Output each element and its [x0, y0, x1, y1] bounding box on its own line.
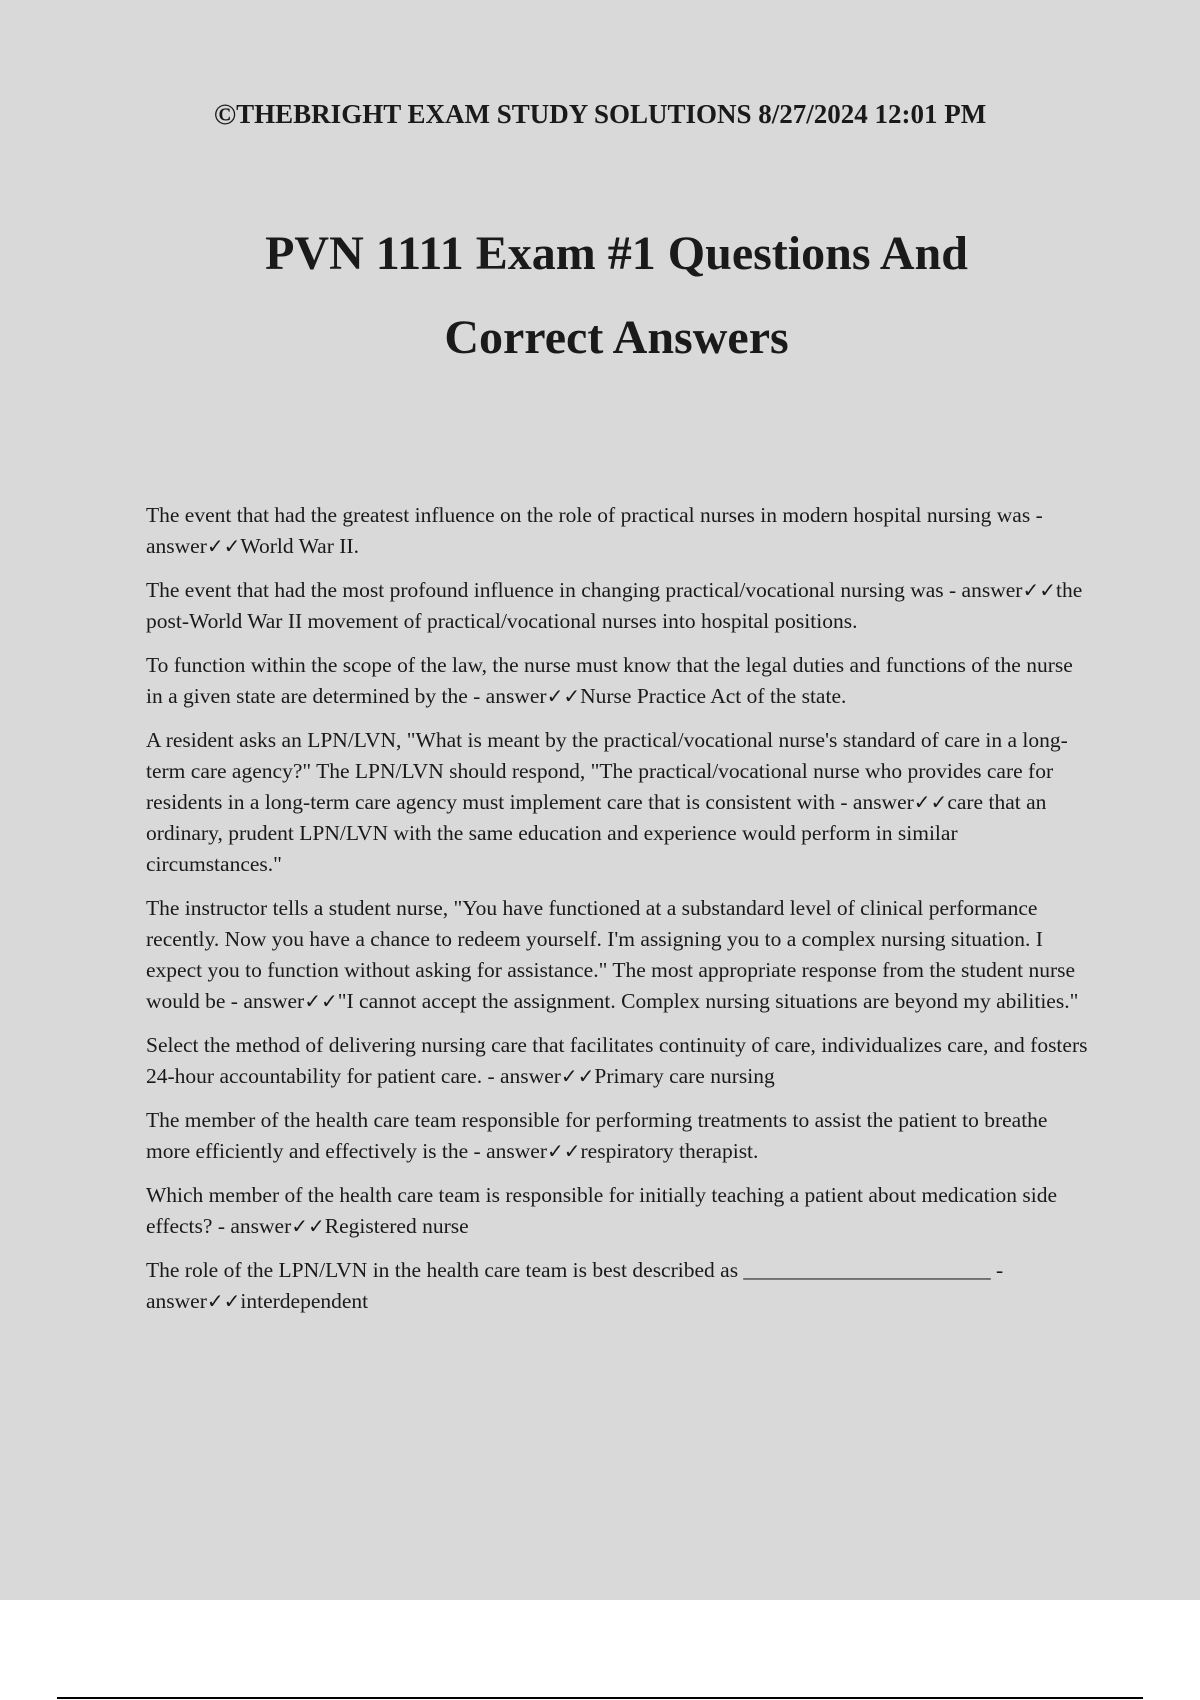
answer-text: Registered nurse — [324, 1214, 469, 1238]
question-text: The role of the LPN/LVN in the health care team is best described as _______________________ - answer — [146, 1258, 1004, 1313]
qa-item-9 — [146, 1255, 1091, 1317]
question-text: The instructor tells a student nurse, "You have functioned at a substandard level of clinical performance recently. Now you have a chance to redeem yourself. I'm assigning you to a complex nursing situation. I expect you to function without asking for assistance." The most appropriate response from the student nurse would be - answer — [146, 896, 1076, 1013]
qa-list — [146, 500, 1091, 1330]
document-title — [0, 212, 1200, 380]
qa-item-8 — [146, 1180, 1091, 1242]
double-check-icon: ✓✓ — [560, 1064, 595, 1088]
double-check-icon: ✓✓ — [546, 1139, 581, 1163]
question-text: A resident asks an LPN/LVN, "What is meant by the practical/vocational nurse's standard of care in a long-term care agency?" The LPN/LVN should respond, "The practical/vocational nurse who provides care for residents in a long-term care agency must implement care that is consistent with - answer — [146, 728, 1068, 814]
header-text: THEBRIGHT EXAM STUDY SOLUTIONS 8/27/2024 12:01 PM — [236, 99, 987, 129]
qa-item-6 — [146, 1030, 1091, 1092]
qa-item-4 — [146, 725, 1091, 880]
title-line-2: Correct Answers — [444, 311, 789, 364]
answer-text: Nurse Practice Act of the state. — [580, 684, 847, 708]
qa-item-7 — [146, 1105, 1091, 1167]
title-line-1: PVN 1111 Exam #1 Questions And — [265, 227, 968, 280]
copyright-symbol: © — [213, 98, 237, 131]
qa-item-5 — [146, 893, 1091, 1017]
qa-item-1 — [146, 500, 1091, 562]
qa-item-2 — [146, 575, 1091, 637]
double-check-icon: ✓✓ — [1022, 578, 1056, 602]
double-check-icon: ✓✓ — [291, 1214, 325, 1238]
answer-text: care that an ordinary, prudent LPN/LVN with the same education and experience would perform in similar circumstances." — [146, 790, 1047, 876]
page-header — [0, 98, 1200, 132]
answer-text: the post-World War II movement of practical/vocational nurses into hospital positions. — [146, 578, 1083, 633]
question-text: Which member of the health care team is responsible for initially teaching a patient about medication side effects? - answer — [146, 1183, 1058, 1238]
answer-text: World War II. — [240, 534, 359, 558]
question-text: The event that had the most profound influence in changing practical/vocational nursing was - answer — [146, 578, 1023, 602]
question-text: To function within the scope of the law, the nurse must know that the legal duties and functions of the nurse in a given state are determined by the - answer — [146, 653, 1073, 708]
footer-rule — [57, 1697, 1143, 1699]
answer-text: Primary care nursing — [594, 1064, 775, 1088]
double-check-icon: ✓✓ — [304, 989, 338, 1013]
question-text: The member of the health care team responsible for performing treatments to assist the patient to breathe more efficiently and effectively is the - answer — [146, 1108, 1048, 1163]
answer-text: respiratory therapist. — [580, 1139, 759, 1163]
question-text: Select the method of delivering nursing care that facilitates continuity of care, individualizes care, and fosters 24-hour accountability for patient care. - answer — [146, 1033, 1088, 1088]
qa-item-3 — [146, 650, 1091, 712]
double-check-icon: ✓✓ — [206, 534, 241, 558]
answer-text: interdependent — [240, 1289, 369, 1313]
double-check-icon: ✓✓ — [913, 790, 948, 814]
question-text: The event that had the greatest influence on the role of practical nurses in modern hospital nursing was - answer — [146, 503, 1043, 558]
double-check-icon: ✓✓ — [206, 1289, 241, 1313]
double-check-icon: ✓✓ — [546, 684, 581, 708]
answer-text: "I cannot accept the assignment. Complex nursing situations are beyond my abilities." — [337, 989, 1079, 1013]
